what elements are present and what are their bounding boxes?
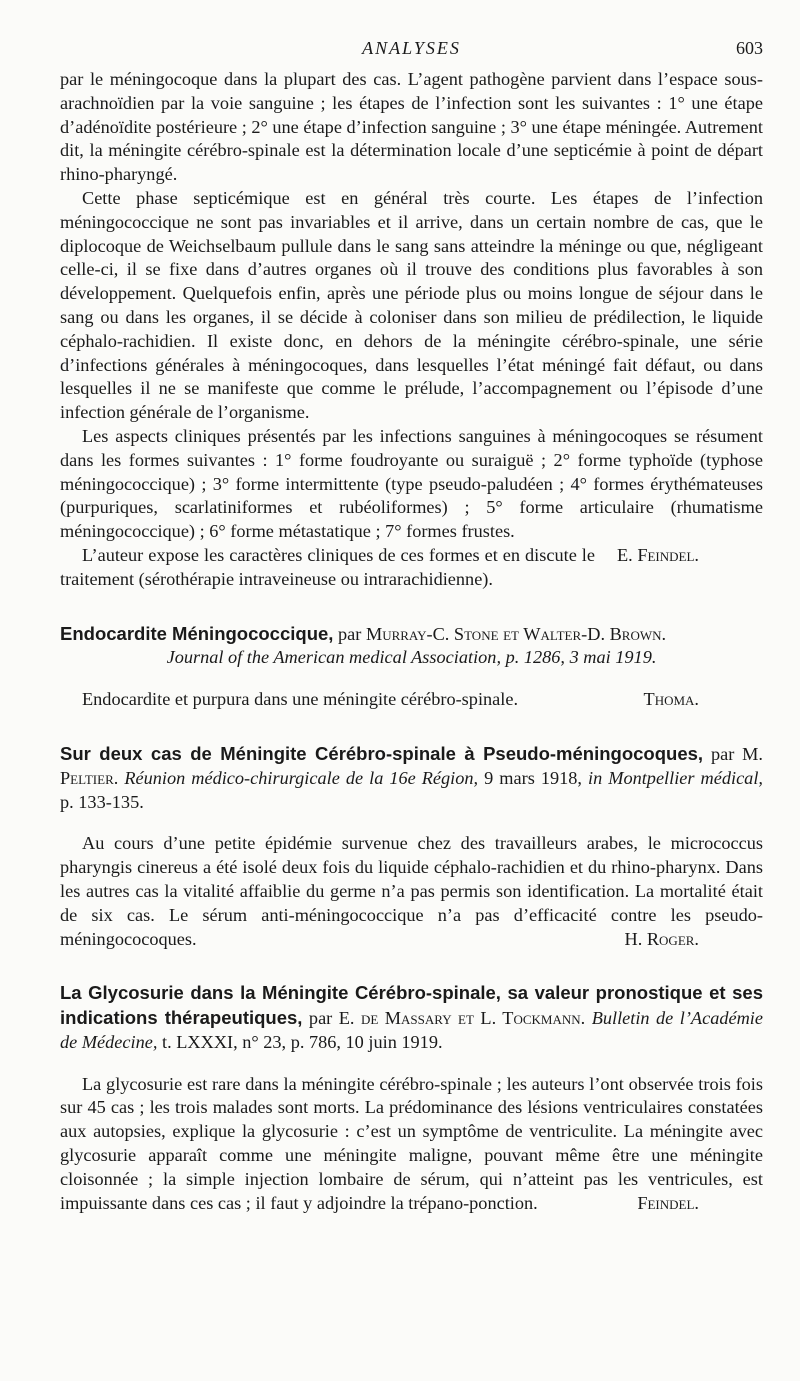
article-entry: [60, 622, 763, 712]
article-authors: Murray-C. Stone et Walter-D. Brown.: [365, 623, 667, 644]
article-authors: Peltier.: [60, 767, 119, 788]
article-heading: [60, 981, 763, 1054]
page-number: 603: [736, 38, 763, 58]
running-head-title: ANALYSES: [362, 38, 461, 58]
signature: H. Roger.: [624, 928, 699, 949]
article-pages: p. 133-135.: [60, 791, 144, 812]
signature: E. Feindel.: [617, 544, 699, 565]
paragraph: [60, 544, 763, 592]
article-continued: [60, 68, 763, 592]
paragraph: Cette phase septicémique est en général très courte. Les étapes de l’infection méningococcique ne sont pas invariables et il arrive, dans un certain nombre de cas, que le diplocoque de Weichselbaum pullule dans le sang sans atteindre la méninge ou que, négligeant celle-ci, il se fixe dans d’autres organes où il trouve des conditions plus favorables à son développement. Quelquefois enfin, après une période plus ou moins longue de séjour dans le sang ou dans les organes, il se décide à coloniser dans son milieu de prédilection, le liquide céphalo-rachidien. Il existe donc, en dehors de la méningite cérébro-spinale, une série d’infections générales à méningocoques, dans lesquelles l’état méningé fait défaut, ou dans lesquelles il ne se manifeste que comme le prélude, l’accompagnement ou l’épisode d’une infection générale de l’organisme.: [60, 187, 763, 423]
article-heading: [60, 742, 763, 814]
article-date: 9 mars 1918,: [484, 767, 582, 788]
paragraph: [60, 1073, 763, 1216]
author-prefix: par: [308, 1008, 333, 1029]
paragraph: par le méningocoque dans la plupart des cas. L’agent pathogène parvient dans l’espace sous-arachnoïdien par la voie sanguine ; les étapes de l’infection sont les suivantes : 1° une étape d’adénoïdite postérieure ; 2° une étape d’infection sanguine ; 3° une étape méningée. Autrement dit, la méningite cérébro-spinale est la détermination locale d’une septicémie à point de départ rhino-pharyngé.: [60, 69, 763, 185]
paragraph: [60, 832, 763, 951]
paragraph: Les aspects cliniques présentés par les infections sanguines à méningocoques se résument dans les formes suivantes : 1° forme foudroyante ou suraiguë ; 2° forme typhoïde (typhose méningococcique) ; 3° forme intermittente (type pseudo-paludéen ; 4° formes érythémateuses (purpuriques, scarlatiniformes et rubéoliformes) ; 5° forme articulaire (rhumatisme méningococcique) ; 6° forme métastatique ; 7° formes frustes.: [60, 425, 763, 542]
article-entry: [60, 981, 763, 1215]
article-title: Sur deux cas de Méningite Cérébro-spinale à Pseudo-méningocoques,: [60, 742, 704, 764]
paragraph-text: La glycosurie est rare dans la méningite cérébro-spinale ; les auteurs l’ont observée trois fois sur 45 cas ; les trois malades sont morts. La prédominance des lésions ventriculaires constatées aux autopsies, explique la glycosurie : c’est un symptôme de ventriculite. La méningite avec glycosurie apparaît comme une méningite maligne, pouvant même être une méningite cloisonnée ; la simple injection lombaire de sérum, qui n’atteint pas les ventricules, est impuissante dans ces cas ; il faut y adjoindre la trépano-ponction.: [60, 1073, 763, 1213]
article-authors: E. de Massary et L. Tockmann.: [338, 1008, 586, 1029]
author-prefix: par M.: [710, 743, 764, 764]
article-source: Journal of the American medical Association, p. 1286, 3 mai 1919.: [166, 647, 657, 668]
signature: Feindel.: [637, 1192, 699, 1213]
paragraph-text: L’auteur expose les caractères cliniques de ces formes et en discute le traitement (sérothérapie intraveineuse ou intrarachidienne).: [60, 544, 595, 589]
article-reference: t. LXXXI, n° 23, p. 786, 10 juin 1919.: [162, 1031, 443, 1052]
paragraph: [60, 688, 763, 712]
article-source: Bulletin de l’Académie de Médecine,: [60, 1008, 764, 1052]
running-head: [60, 0, 763, 68]
article-entry: [60, 742, 763, 951]
paragraph-text: Endocardite et purpura dans une méningite cérébro-spinale.: [82, 689, 519, 710]
article-source: Réunion médico-chirurgicale de la 16e Région,: [124, 767, 479, 788]
author-prefix: par: [338, 623, 362, 644]
article-title: La Glycosurie dans la Méningite Cérébro-spinale, sa valeur pronostique et ses indications thérapeutiques,: [60, 982, 763, 1029]
signature: Thoma.: [643, 689, 699, 710]
paragraph-text: Au cours d’une petite épidémie survenue chez des travailleurs arabes, le micrococcus pharyngis cinereus a été isolé deux fois du liquide céphalo-rachidien et du rhino-pharynx. Dans les autres cas la vitalité affaiblie du germe n’a pas permis son identification. La mortalité était de six cas. Le sérum anti-méningococcique n’a pas d’efficacité contre les pseudo-méningococoques.: [60, 833, 763, 949]
article-source-2: in Montpellier médical,: [587, 767, 763, 788]
article-heading: [60, 622, 763, 671]
article-title: Endocardite Méningococcique,: [60, 622, 334, 644]
